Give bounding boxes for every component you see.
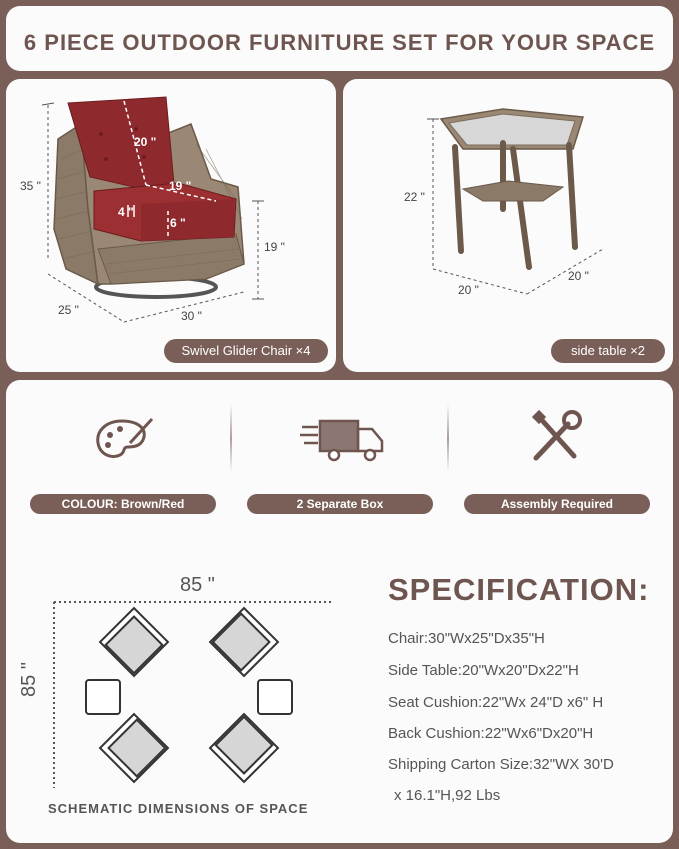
spec-line: x 16.1"H,92 Lbs	[394, 787, 501, 804]
palette-icon	[94, 413, 154, 463]
spec-line: Shipping Carton Size:32"WX 30'D	[388, 756, 614, 773]
chair-panel	[6, 79, 336, 372]
chair-width-label: 30 "	[181, 309, 202, 323]
spec-line: Back Cushion:22"Wx6"Dx20"H	[388, 725, 594, 742]
tools-icon	[526, 408, 586, 468]
side-table-image	[343, 79, 673, 372]
chair-back-height-label: 20 "	[134, 135, 157, 149]
spec-line: Side Table:20"Wx20"Dx22"H	[388, 662, 579, 679]
chair-label-badge: Swivel Glider Chair ×4	[164, 339, 328, 363]
specification-title: SPECIFICATION:	[388, 572, 650, 607]
bottom-panel	[6, 380, 673, 843]
table-label-badge: side table ×2	[551, 339, 665, 363]
chair-cushion-thickness-label: 6 "	[170, 216, 186, 230]
colour-badge: COLOUR: Brown/Red	[30, 494, 216, 514]
schematic-height-label: 85 "	[17, 662, 40, 697]
spec-line: Chair:30"Wx25"Dx35"H	[388, 630, 545, 647]
spec-line: Seat Cushion:22"Wx 24"D x6" H	[388, 694, 604, 711]
page-title: 6 PIECE OUTDOOR FURNITURE SET FOR YOUR SPACE	[23, 30, 656, 55]
chair-arm-depth-label: 4 "	[118, 205, 134, 219]
schematic-layout	[46, 598, 346, 798]
chair-seat-width-label: 19 "	[169, 179, 192, 193]
schematic-title: SCHEMATIC DIMENSIONS OF SPACE	[48, 801, 309, 816]
boxes-badge: 2 Separate Box	[247, 494, 433, 514]
table-depth-label: 20 "	[458, 283, 479, 297]
assembly-badge: Assembly Required	[464, 494, 650, 514]
table-height-label: 22 "	[404, 190, 425, 204]
chair-depth-label: 25 "	[58, 303, 79, 317]
chair-total-height-label: 35 "	[20, 179, 41, 193]
schematic-width-label: 85 "	[180, 574, 215, 596]
title-panel	[6, 6, 673, 71]
table-width-label: 20 "	[568, 269, 589, 283]
feature-divider	[447, 404, 449, 472]
feature-divider	[230, 404, 232, 472]
table-panel	[343, 79, 673, 372]
delivery-truck-icon	[298, 415, 388, 465]
chair-seat-height-label: 19 "	[264, 240, 285, 254]
